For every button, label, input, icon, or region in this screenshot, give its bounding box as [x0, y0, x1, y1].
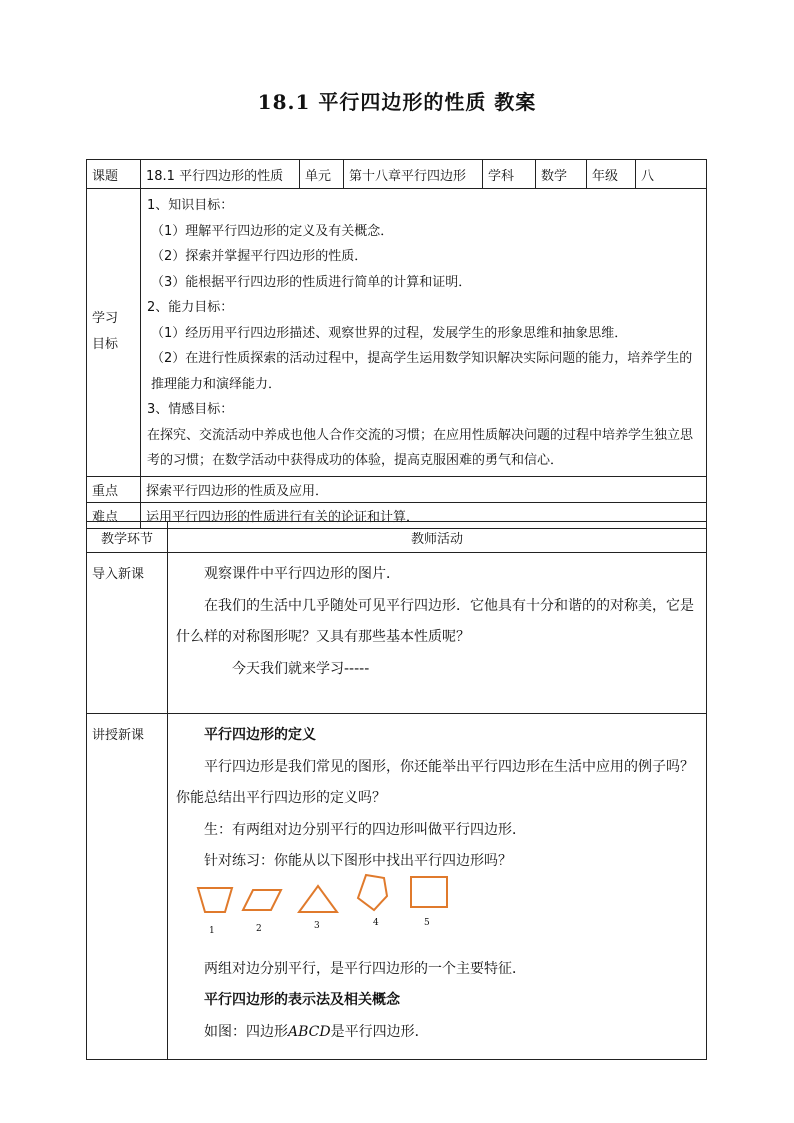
goal-line: （1）理解平行四边形的定义及有关概念．: [151, 223, 394, 239]
figure-math: ABCD: [288, 1023, 331, 1040]
document-title: 18.1 平行四边形的性质 教案: [257, 90, 537, 114]
lesson-info-table: [86, 159, 707, 529]
shape-number-4: 4: [373, 917, 379, 928]
shape-figures: [196, 880, 696, 950]
key-point-value: 探索平行四边形的性质及应用．: [141, 476, 707, 502]
figure-suffix: 是平行四边形．: [330, 1023, 429, 1040]
goal-line: （1）经历用平行四边形描述、观察世界的过程，发展学生的形象思维和抽象思维．: [151, 325, 628, 341]
intro-line: 今天我们就来学习-----: [232, 660, 370, 677]
unit-label: 单元: [300, 160, 344, 189]
teaching-header-row: [87, 522, 707, 553]
shape-number-1: 1: [209, 925, 215, 936]
figure-statement: [176, 1017, 696, 1049]
info-header-row: [87, 160, 707, 189]
activity-header: 教师活动: [168, 522, 707, 553]
intro-content: [168, 553, 707, 714]
topic-label: 课题: [87, 160, 141, 189]
shape-number-3: 3: [314, 920, 320, 931]
figure-prefix: 如图：四边形: [204, 1023, 288, 1040]
new-lesson-row: [87, 714, 707, 1060]
square-outline: [411, 877, 447, 907]
goal-line: （3）能根据平行四边形的性质进行简单的计算和证明．: [151, 274, 472, 290]
subject-label: 学科: [483, 160, 536, 189]
unit-value: 第十八章平行四边形: [344, 160, 483, 189]
teaching-process-table: [86, 521, 707, 1060]
goals-label: [87, 189, 141, 477]
goal-line: （2）在进行性质探索的活动过程中，提高学生运用数学知识解决实际问题的能力，培养学生的推理能力和演绎能力．: [151, 351, 693, 392]
goals-label-line2: 目标: [92, 337, 119, 353]
square-shape: [408, 874, 452, 912]
key-point-label: 重点: [87, 476, 141, 502]
notation-heading: 平行四边形的表示法及相关概念: [204, 992, 400, 1008]
parallelogram-shape: [241, 880, 286, 920]
section-header: 教学环节: [87, 522, 168, 553]
trapezoid-outline: [198, 888, 232, 912]
shape-number-5: 5: [424, 917, 430, 928]
intro-row: [87, 553, 707, 714]
intro-line: 在我们的生活中几乎随处可见平行四边形．它他具有十分和谐的的对称美，它是什么样的对称图形呢？又具有那些基本性质呢？: [176, 597, 694, 645]
definition-question: 平行四边形是我们常见的图形，你还能举出平行四边形在生活中应用的例子吗？你能总结出平行四边形的定义吗？: [176, 758, 694, 806]
subject-value: 数学: [536, 160, 587, 189]
definition-heading: 平行四边形的定义: [204, 727, 316, 743]
goal-line: 在探究、交流活动中养成也他人合作交流的习惯；在应用性质解决问题的过程中培养学生独立思考的习惯；在数学活动中获得成功的体验，提高克服困难的勇气和信心．: [147, 427, 694, 468]
topic-value: 18.1 平行四边形的性质: [141, 160, 300, 189]
new-lesson-content: [168, 714, 707, 1060]
grade-value: 八: [636, 160, 707, 189]
trapezoid-shape: [196, 880, 236, 920]
pentagon-outline: [358, 875, 387, 910]
grade-label: 年级: [587, 160, 636, 189]
goals-row: [87, 189, 707, 477]
goals-content: [141, 189, 707, 477]
triangle-shape: [296, 880, 341, 920]
pentagon-shape: [354, 872, 394, 916]
goal-line: 2、能力目标：: [147, 300, 234, 315]
difficulty-value: 运用平行四边形的性质进行有关的论证和计算．: [141, 502, 707, 528]
difficulty-label: 难点: [87, 502, 141, 528]
goal-line: 1、知识目标：: [147, 198, 234, 213]
goals-label-line1: 学习: [92, 311, 119, 327]
shape-number-2: 2: [256, 923, 262, 934]
key-point-row: [87, 476, 707, 502]
exercise-prompt: 针对练习：你能从以下图形中找出平行四边形吗？: [204, 853, 512, 869]
intro-line: 观察课件中平行四边形的图片．: [204, 566, 400, 582]
goal-line: 3、情感目标：: [147, 402, 234, 417]
main-feature: 两组对边分别平行，是平行四边形的一个主要特征．: [204, 960, 526, 977]
goal-line: （2）探索并掌握平行四边形的性质．: [151, 249, 368, 264]
intro-section-label: 导入新课: [87, 553, 168, 714]
triangle-outline: [299, 886, 337, 912]
definition-answer: 生：有两组对边分别平行的四边形叫做平行四边形．: [204, 821, 526, 838]
parallelogram-outline: [243, 890, 281, 910]
new-lesson-section-label: 讲授新课: [87, 714, 168, 1060]
